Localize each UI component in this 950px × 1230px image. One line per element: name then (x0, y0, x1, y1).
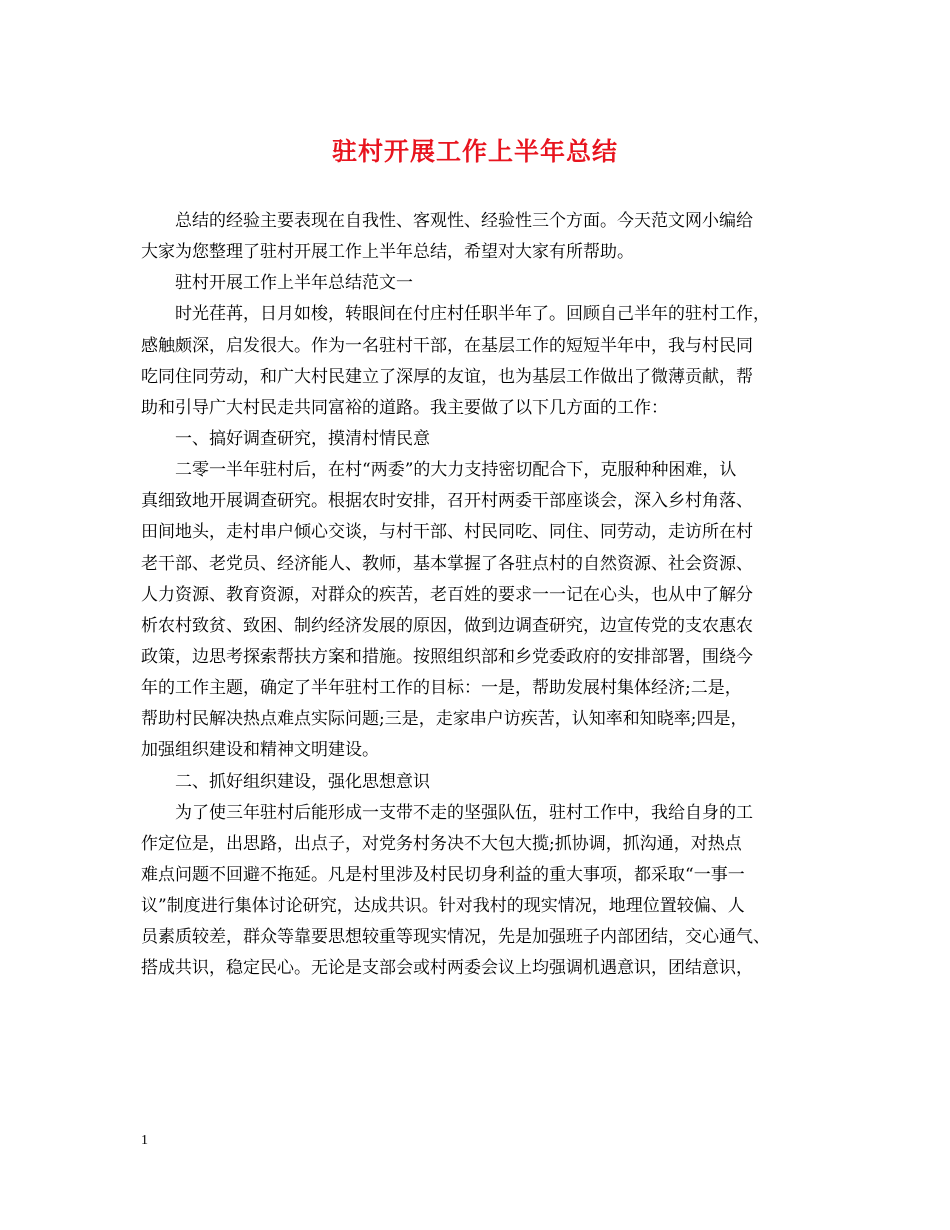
text-line: 人力资源、教育资源，对群众的疾苦，老百姓的要求一一记在心头，也从中了解分 (141, 584, 753, 605)
text-line: 时光荏苒，日月如梭，转眼间在付庄村任职半年了。回顾自己半年的驻村工作， (175, 304, 770, 325)
text-line: 难点问题不回避不拖延。凡是村里涉及村民切身利益的重大事项，都采取“一事一 (141, 864, 745, 885)
text-line: 总结的经验主要表现在自我性、客观性、经验性三个方面。今天范文网小编给 (175, 211, 753, 231)
text-line: 搭成共识，稳定民心。无论是支部会或村两委会议上均强调机遇意识，团结意识， (141, 958, 753, 979)
text-line: 政策，边思考探索帮扶方案和措施。按照组织部和乡党委政府的安排部署，围绕今 (141, 646, 753, 667)
text-line: 吃同住同劳动，和广大村民建立了深厚的友谊，也为基层工作做出了微薄贡献，帮 (141, 366, 753, 387)
text-line: 作定位是，出思路，出点子，对党务村务决不大包大揽;抓协调，抓沟通，对热点 (141, 833, 742, 854)
text-line: 帮助村民解决热点难点实际问题;三是，走家串户访疾苦，认知率和知晓率;四是， (141, 709, 748, 730)
text-line: 议”制度进行集体讨论研究，达成共识。针对我村的现实情况，地理位置较偏、人 (141, 896, 745, 917)
text-line: 二零一半年驻村后，在村“两委”的大力支持密切配合下，克服种种困难，认 (175, 460, 737, 481)
text-line: 为了使三年驻村后能形成一支带不走的坚强队伍，驻村工作中，我给自身的工 (175, 802, 753, 823)
document-title: 驻村开展工作上半年总结 (331, 137, 618, 166)
text-line: 驻村开展工作上半年总结范文一 (175, 273, 413, 294)
text-line: 一、搞好调查研究，摸清村情民意 (175, 428, 430, 449)
document-body (141, 206, 821, 985)
text-line: 感触颇深，启发很大。作为一名驻村干部，在基层工作的短短半年中，我与村民同 (141, 335, 753, 356)
text-line: 析农村致贫、致困、制约经济发展的原因，做到边调查研究，边宣传党的支农惠农 (141, 615, 753, 636)
page-number: 1 (141, 1133, 148, 1148)
text-line: 员素质较差，群众等靠要思想较重等现实情况，先是加强班子内部团结，交心通气、 (141, 927, 770, 948)
text-line: 二、抓好组织建设，强化思想意识 (175, 771, 430, 792)
text-line: 加强组织建设和精神文明建设。 (141, 740, 379, 761)
text-line: 真细致地开展调查研究。根据农时安排，召开村两委干部座谈会，深入乡村角落、 (141, 491, 753, 512)
text-line: 大家为您整理了驻村开展工作上半年总结，希望对大家有所帮助。 (141, 242, 634, 263)
text-line: 助和引导广大村民走共同富裕的道路。我主要做了以下几方面的工作： (141, 397, 668, 418)
text-line: 老干部、老党员、经济能人、教师，基本掌握了各驻点村的自然资源、社会资源、 (141, 553, 753, 574)
text-line: 田间地头，走村串户倾心交谈，与村干部、村民同吃、同住、同劳动，走访所在村 (141, 522, 753, 543)
text-line: 年的工作主题，确定了半年驻村工作的目标：一是，帮助发展村集体经济;二是， (141, 678, 742, 699)
